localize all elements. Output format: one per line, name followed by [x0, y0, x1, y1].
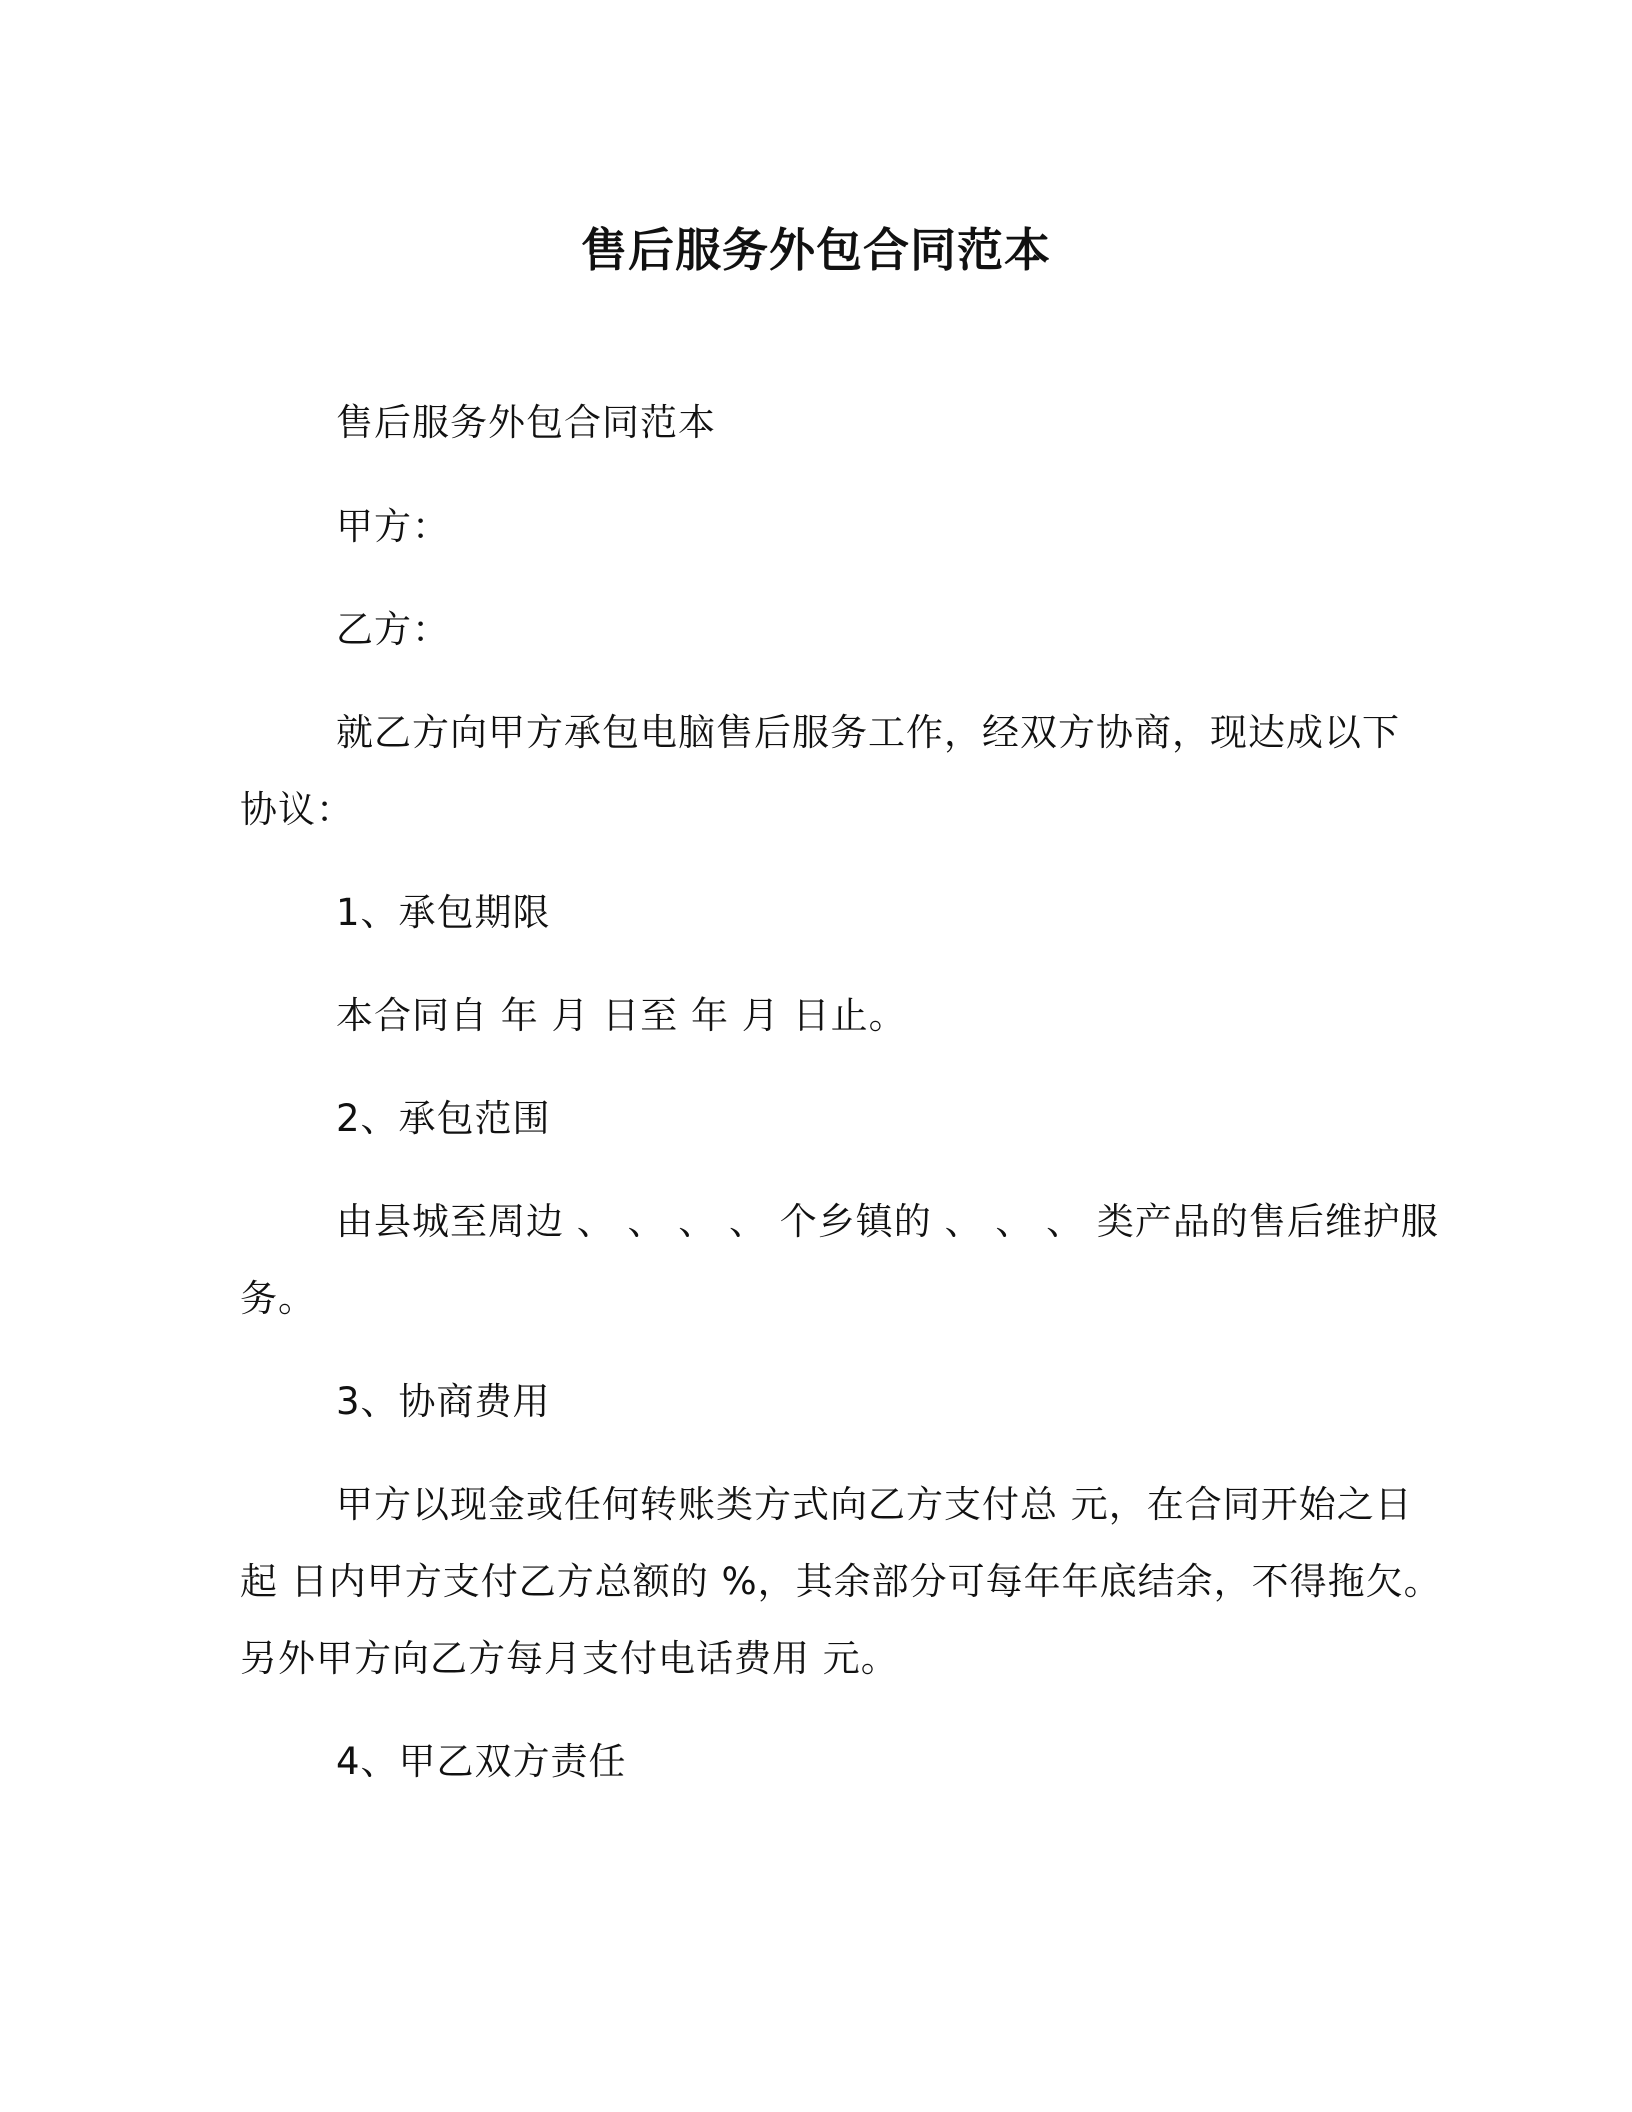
intro-line-2: 协议： — [240, 788, 354, 831]
section-body-3-line-3: 另外甲方向乙方每月支付电话费用 元。 — [240, 1637, 899, 1680]
party-b-label: 乙方： — [336, 608, 450, 651]
intro-line-1: 就乙方向甲方承包电脑售后服务工作，经双方协商，现达成以下 — [336, 711, 1400, 754]
party-a-label: 甲方： — [336, 505, 450, 548]
section-body-3-line-2: 起 日内甲方支付乙方总额的 %，其余部分可每年年底结余，不得拖欠。 — [240, 1560, 1442, 1603]
section-body-1-line-1: 本合同自 年 月 日至 年 月 日止。 — [336, 994, 907, 1037]
section-heading-2: 2、承包范围 — [336, 1097, 551, 1140]
document-subtitle: 售后服务外包合同范本 — [336, 401, 716, 444]
section-heading-1: 1、承包期限 — [336, 891, 551, 934]
section-body-2-line-2: 务。 — [240, 1277, 316, 1320]
section-body-3-line-1: 甲方以现金或任何转账类方式向乙方支付总 元，在合同开始之日 — [336, 1483, 1413, 1526]
document-title: 售后服务外包合同范本 — [581, 223, 1051, 277]
section-body-2-line-1: 由县城至周边 、 、 、 、 个乡镇的 、 、 、 类产品的售后维护服 — [336, 1200, 1439, 1243]
section-heading-4: 4、甲乙双方责任 — [336, 1740, 627, 1783]
section-heading-3: 3、协商费用 — [336, 1380, 551, 1423]
